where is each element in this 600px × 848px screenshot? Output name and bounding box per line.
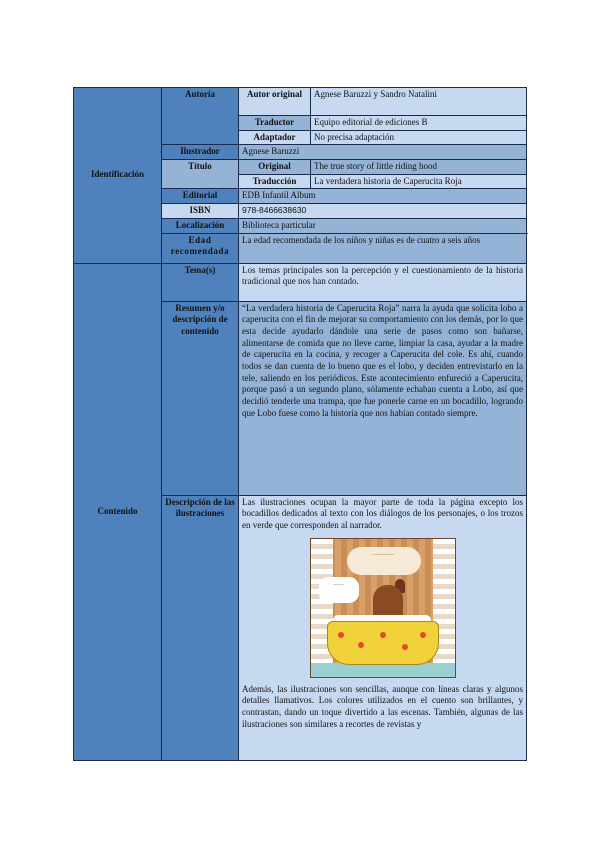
illustration-narrator-bubble: ~~~~~~~~~~: [347, 547, 421, 575]
localizacion-value: Biblioteca particular: [239, 218, 527, 233]
book-illustration-image: [310, 538, 456, 678]
isbn-value: 978-8466638630: [239, 204, 527, 219]
editorial-label: Editorial: [162, 189, 239, 204]
identificacion-label: Identificación: [74, 88, 162, 264]
illustration-curtain-left: [311, 539, 333, 677]
ilustraciones-cell: [239, 495, 527, 760]
ilustraciones-paragraph-2: Además, las ilustraciones son sencillas, aunque con líneas claras y algunos detalles llamativos. Los colores utilizados en el cuento son brillantes, y contrastan, dando un toque divertido a las escenas. También, algunas de las ilustraciones son similares a recortes de revistas y: [242, 683, 523, 729]
autor-value: Agnese Baruzzi y Sandro Natalini: [311, 88, 527, 116]
original-label: Original: [239, 160, 311, 175]
contenido-label: Contenido: [74, 263, 162, 760]
illustration-floor: [311, 663, 455, 677]
tub-dot: [402, 644, 408, 650]
adaptador-label: Adaptador: [239, 130, 311, 145]
temas-label: Tema(s): [162, 263, 239, 301]
traduccion-value: La verdadera historia de Caperucita Roja: [311, 174, 527, 189]
edad-label: Edad recomendada: [162, 233, 239, 263]
illustration-curtain-right: [433, 539, 455, 677]
adaptador-value: No precisa adaptación: [311, 130, 527, 145]
resumen-value: “La verdadera historia de Caperucita Roja” narra la ayuda que solicita lobo a caperucita con el fin de mejorar su comportamiento con los demás, por lo que esta decide ayudarlo dándole una serie de pasos como son bañarse, alimentarse de comida que no lleve carne, limpiar la casa, ayudar a la madre de caperucita en la cocina, y recoger a Caperucita del cole. Es ahí, cuando todos se dan cuenta de lo bueno que es el lobo, y deciden entrevistarlo en la tele, saliendo en los periódicos. Este acontecimiento enfureció a Caperucita, porque pasó a un segundo plano, sólamente echaban cuenta a Lobo, así que decidió tenderle una trampa, que fue ponerle carne en un bocadillo, logrando que Lobo fuese como la historia que nos habían contado siempre.: [239, 301, 527, 495]
autoria-label: Autoría: [162, 88, 239, 145]
tub-dot: [380, 632, 386, 638]
traductor-label: Traductor: [239, 116, 311, 131]
ilustrador-value: Agnese Baruzzi: [239, 145, 527, 160]
editorial-value: EDB Infantil Album: [239, 189, 527, 204]
ilustrador-label: Ilustrador: [162, 145, 239, 160]
tub-dot: [420, 632, 426, 638]
resumen-label: Resumen y/o descripción de contenido: [162, 301, 239, 495]
autor-original-label: Autor original: [239, 88, 311, 116]
ilustraciones-paragraph-1: Las ilustraciones ocupan la mayor parte de toda la página excepto los bocadillos dedicados al texto con los diálogos de los personajes, o los trozos en verde que corresponden al narrador.: [242, 496, 523, 530]
traduccion-label: Traducción: [239, 174, 311, 189]
tub-dot: [338, 632, 344, 638]
isbn-label: ISBN: [162, 204, 239, 219]
edad-value: La edad recomendada de los niños y niñas es de cuatro a seis años: [239, 233, 527, 263]
illustration-speech-bubble: ~~~~~: [319, 577, 359, 603]
book-record-table: [73, 87, 527, 761]
titulo-label: Título: [162, 160, 239, 189]
original-value: The true story of little riding hood: [311, 160, 527, 175]
temas-value: Los temas principales son la percepción y el cuestionamiento de la historia tradicional que nos han contado.: [239, 263, 527, 301]
ilustraciones-label: Descripción de las ilustraciones: [162, 495, 239, 760]
traductor-value: Equipo editorial de ediciones B: [311, 116, 527, 131]
tub-dot: [358, 642, 364, 648]
illustration-bathtub: [327, 621, 439, 665]
localizacion-label: Localización: [162, 218, 239, 233]
